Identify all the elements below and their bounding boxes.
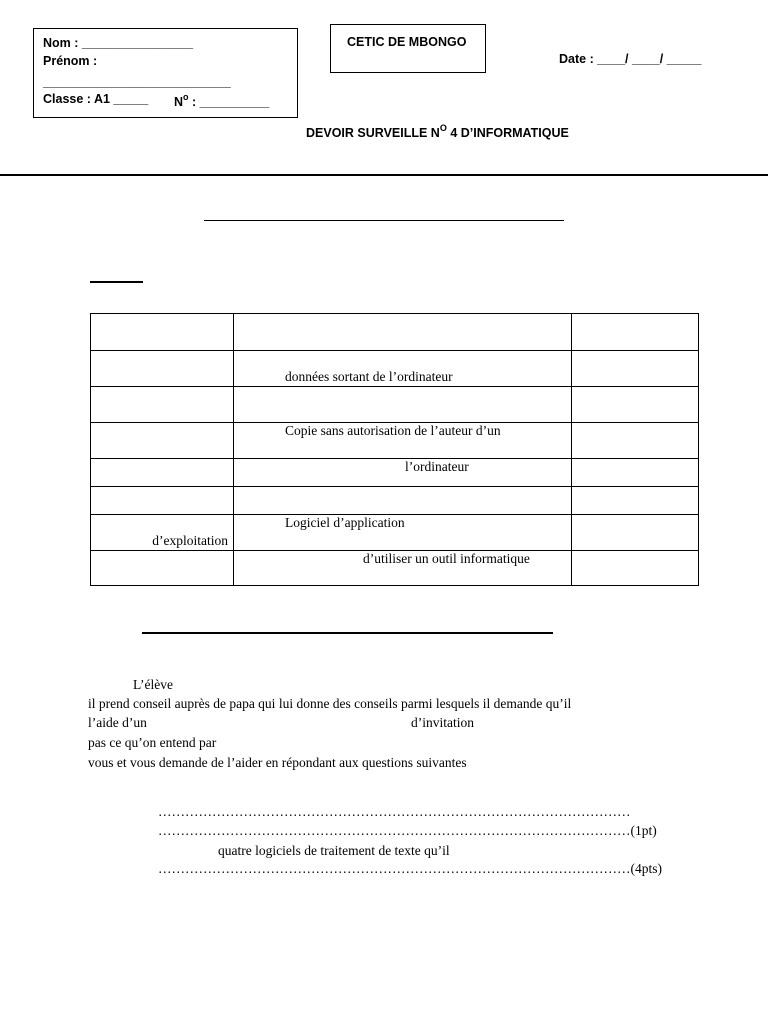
header-divider (0, 174, 768, 176)
exercise-label-rule (90, 281, 143, 283)
table-row (91, 423, 699, 459)
numero-blank: : __________ (188, 95, 270, 109)
school-name: CETIC DE MBONGO (347, 35, 467, 49)
table-cell (234, 351, 572, 387)
table-cell (234, 387, 572, 423)
numero-sup: o (183, 92, 189, 102)
table-row (91, 551, 699, 586)
numero-field[interactable] (174, 92, 269, 109)
table-cell (234, 487, 572, 515)
answer-dots[interactable]: …………………………………………………………………………………………… (158, 804, 631, 819)
table-cell[interactable] (572, 487, 699, 515)
scenario-line: il prend conseil auprès de papa qui lui donne des conseils parmi lesquels il demande qu’il (88, 696, 572, 711)
table-cell (234, 515, 572, 551)
table-row (91, 459, 699, 487)
page-title (306, 123, 569, 140)
scenario-line: L’élève (133, 677, 173, 692)
table-cell[interactable] (572, 351, 699, 387)
exercise-table (90, 313, 699, 586)
cell-text: données sortant de l’ordinateur (285, 369, 453, 384)
cell-text: Logiciel d’application (285, 515, 405, 530)
table-cell (234, 459, 572, 487)
table-cell (234, 551, 572, 586)
table-cell (91, 459, 234, 487)
cell-text: d’exploitation (152, 533, 228, 548)
student-info-box (33, 28, 298, 118)
nom-field[interactable]: Nom : ________________ (43, 36, 194, 50)
date-field[interactable]: Date : ____/ ____/ _____ (559, 52, 702, 66)
table-row (91, 515, 699, 551)
question-text: quatre logiciels de traitement de texte qu’il (218, 843, 450, 858)
section-heading-rule (142, 632, 553, 634)
scenario-line: l’aide d’un (88, 715, 147, 730)
table-cell (91, 423, 234, 459)
table-cell[interactable] (572, 459, 699, 487)
scenario-line: vous et vous demande de l’aider en répondant aux questions suivantes (88, 755, 467, 770)
table-cell[interactable] (572, 515, 699, 551)
title-post: 4 D’INFORMATIQUE (446, 126, 569, 140)
title-pre: DEVOIR SURVEILLE N (306, 126, 440, 140)
numero-label: N (174, 95, 184, 109)
table-cell (91, 551, 234, 586)
table-row (91, 351, 699, 387)
table-cell[interactable] (572, 551, 699, 586)
school-box (330, 24, 486, 73)
table-cell (91, 314, 234, 351)
table-row (91, 487, 699, 515)
table-row (91, 314, 699, 351)
table-cell (91, 387, 234, 423)
table-cell[interactable] (572, 314, 699, 351)
answer-dots-4pts[interactable]: ……………………………………………………………………………………………(4pts) (158, 861, 662, 876)
table-cell (91, 351, 234, 387)
section-heading-rule (204, 220, 564, 221)
prenom-blank-line[interactable]: ___________________________ (43, 75, 231, 89)
cell-text: d’utiliser un outil informatique (363, 551, 530, 566)
title-sup: O (439, 123, 447, 133)
table-cell (91, 515, 234, 551)
answer-dots-1pt[interactable]: ……………………………………………………………………………………………(1pt) (158, 823, 657, 838)
scenario-line: d’invitation (411, 715, 474, 730)
prenom-field[interactable]: Prénom : (43, 54, 98, 68)
cell-text: l’ordinateur (405, 459, 469, 474)
table-row (91, 387, 699, 423)
table-cell (234, 423, 572, 459)
table-cell[interactable] (572, 387, 699, 423)
cell-text: Copie sans autorisation de l’auteur d’un (285, 423, 501, 438)
table-cell (91, 487, 234, 515)
table-cell (234, 314, 572, 351)
classe-field[interactable]: Classe : A1 _____ (43, 92, 149, 106)
table-cell[interactable] (572, 423, 699, 459)
scenario-line: pas ce qu’on entend par (88, 735, 217, 750)
